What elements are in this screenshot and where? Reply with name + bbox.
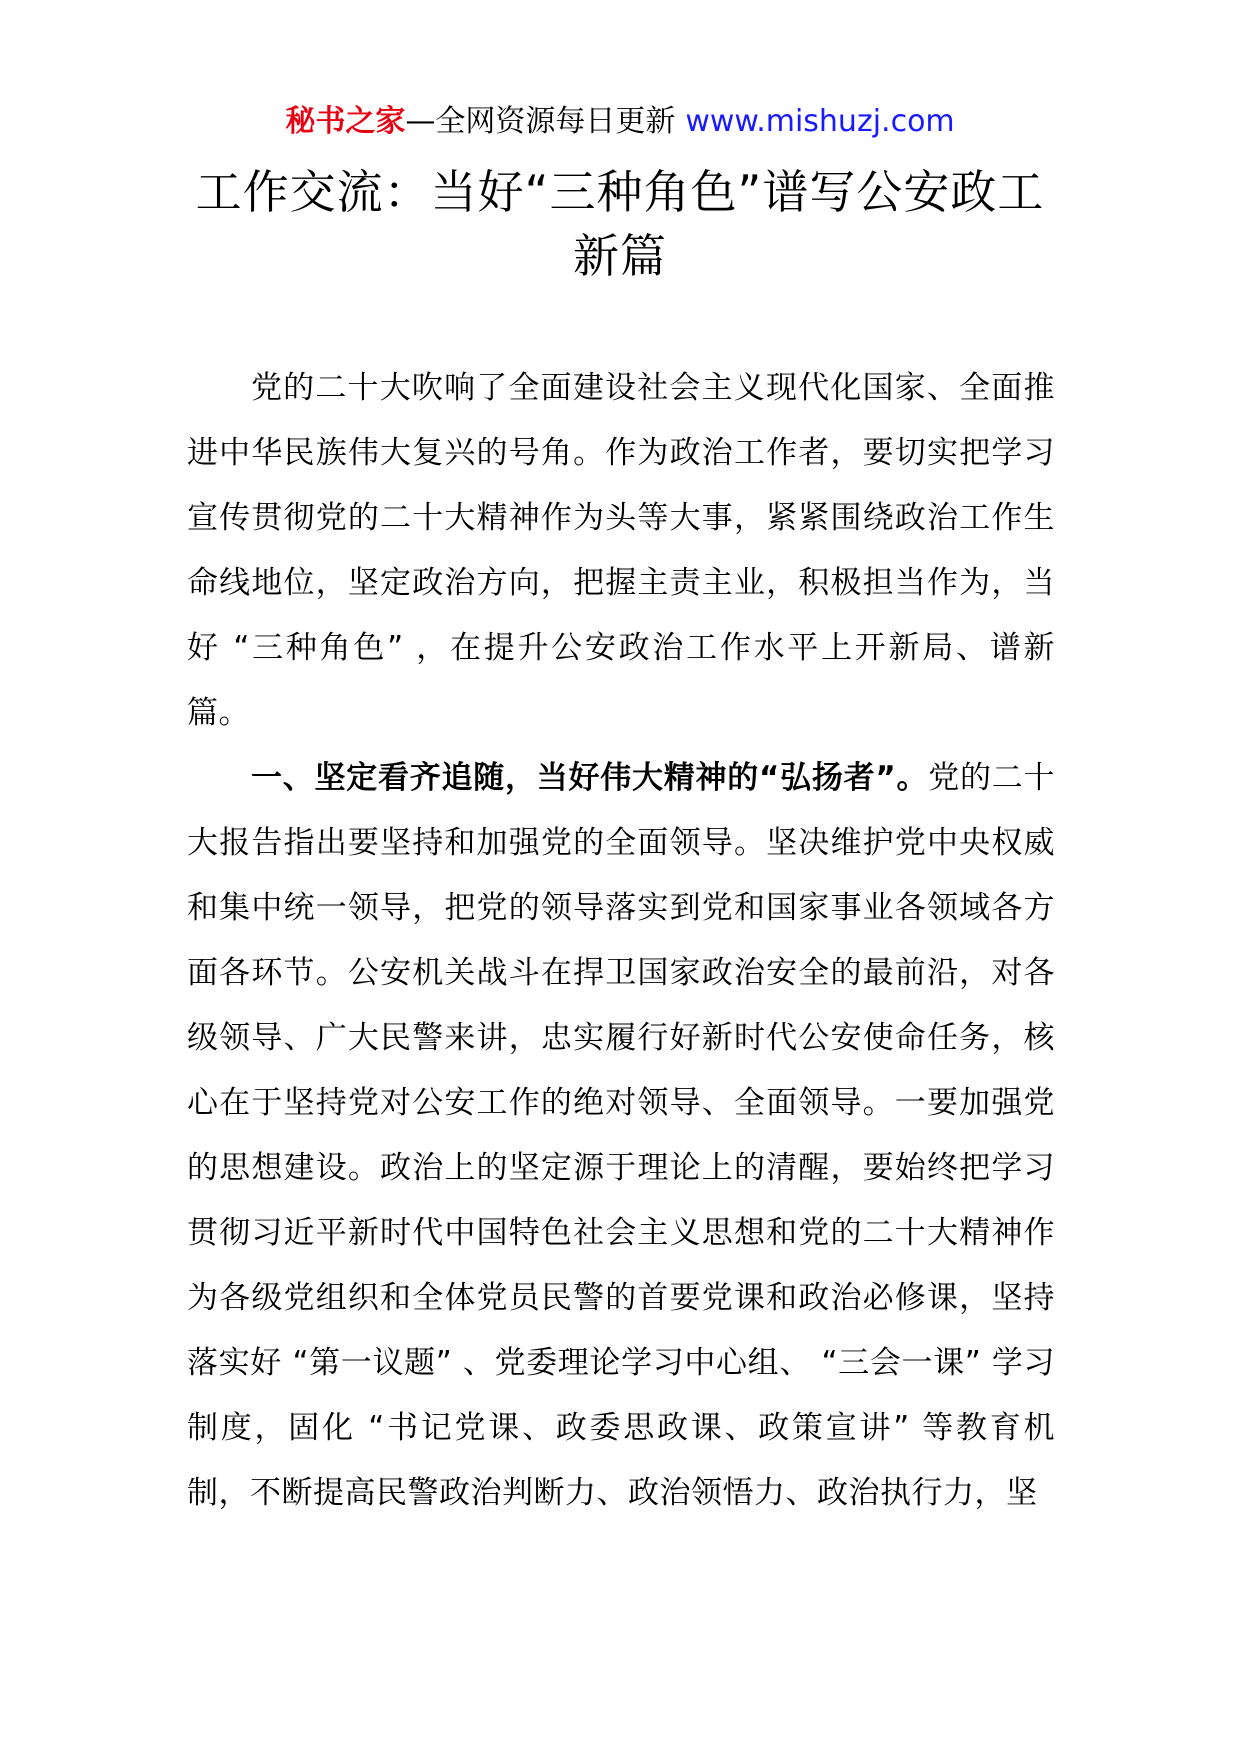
site-header — [0, 100, 1240, 144]
brand-name: 秘书之家 — [285, 104, 406, 139]
header-tagline: —全网资源每日更新 — [405, 104, 676, 139]
site-url-link[interactable]: www.mishuzj.com — [685, 104, 955, 139]
paragraph-section-one — [187, 746, 1055, 1526]
section-one-heading: 一、坚定看齐追随，当好伟大精神的“弘扬者”。 — [251, 760, 929, 796]
paragraph-intro — [187, 356, 1055, 746]
document-title: 工作交流：当好“三种角色”谱写公安政工新篇 — [195, 165, 1045, 283]
paragraph-intro-text: 党的二十大吹响了全面建设社会主义现代化国家、全面推进中华民族伟大复兴的号角。作为政治工作者，要切实把学习宣传贯彻党的二十大精神作为头等大事，紧紧围绕政治工作生命线地位，坚定政治方向，把握主责主业，积极担当作为，当好 “三种角色” ，在提升公安政治工作水平上开新局、谱新篇。 — [187, 370, 1055, 731]
document-body — [187, 356, 1055, 1526]
section-one-text: 党的二十大报告指出要坚持和加强党的全面领导。坚决维护党中央权威和集中统一领导，把党的领导落实到党和国家事业各领域各方面各环节。公安机关战斗在捍卫国家政治安全的最前沿，对各级领导、广大民警来讲，忠实履行好新时代公安使命任务，核心在于坚持党对公安工作的绝对领导、全面领导。一要加强党的思想建设。政治上的坚定源于理论上的清醒，要始终把学习贯彻习近平新时代中国特色社会主义思想和党的二十大精神作为各级党组织和全体党员民警的首要党课和政治必修课，坚持落实好 “第一议题” 、党委理论学习中心组、 “三会一课” 学习制度，固化 “书记党课、政委思政课、政策宣讲” 等教育机制，不断提高民警政治判断力、政治领悟力、政治执行力，坚 — [187, 760, 1055, 1511]
